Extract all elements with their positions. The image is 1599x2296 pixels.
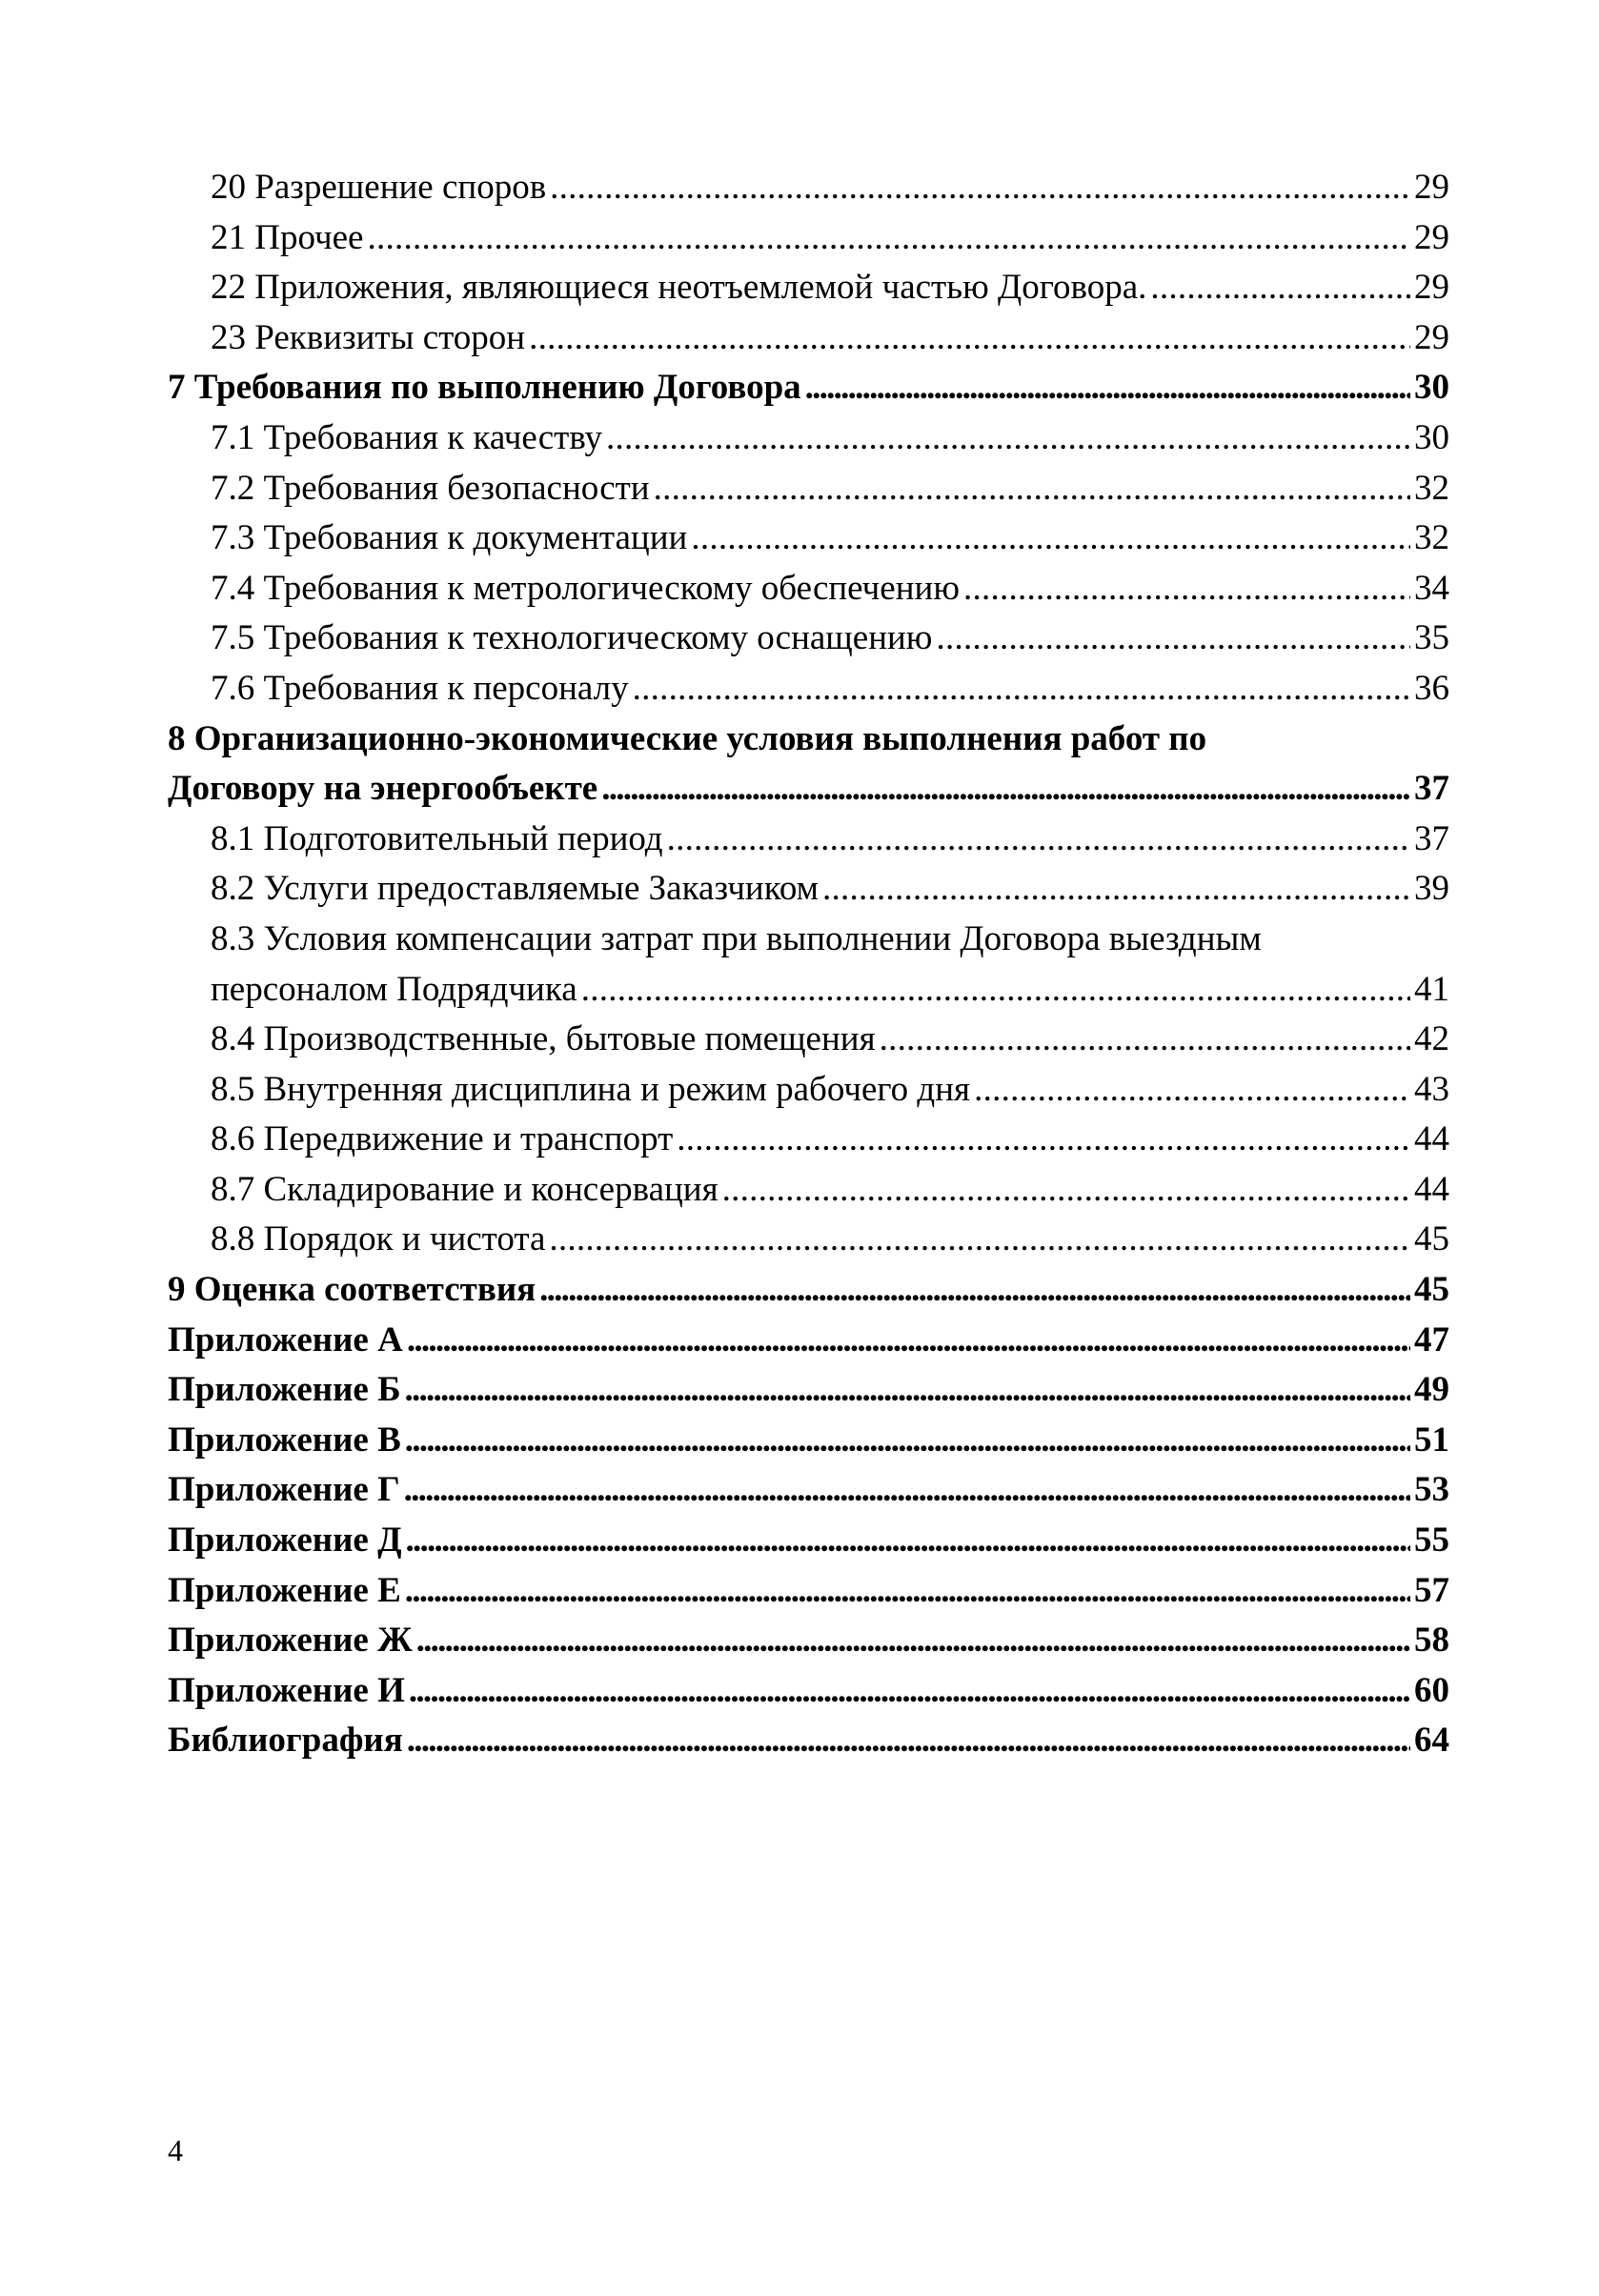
toc-entry-title: Приложение А (168, 1319, 403, 1359)
toc-entry[interactable] (168, 313, 1449, 364)
toc-entry-page: 57 (1414, 1570, 1449, 1610)
toc-entry-title: персоналом Подрядчика (211, 969, 577, 1009)
toc-entry-title: 7.1 Требования к качеству (211, 417, 603, 457)
dot-leader (409, 1666, 1410, 1717)
toc-entry-page: 64 (1414, 1721, 1449, 1761)
toc-entry[interactable] (168, 1065, 1449, 1116)
toc-entry-title: 8.1 Подготовительный период (211, 818, 663, 858)
toc-entry-title: 7.2 Требования безопасности (211, 468, 650, 508)
toc-appendix-entry[interactable] (168, 1566, 1449, 1617)
toc-entry[interactable] (168, 815, 1449, 865)
toc-entry-page: 44 (1414, 1169, 1449, 1209)
toc-appendix-entry[interactable] (168, 1365, 1449, 1416)
toc-entry-page: 49 (1414, 1370, 1449, 1410)
toc-entry-title: 7.3 Требования к документации (211, 518, 688, 558)
toc-entry[interactable] (168, 664, 1449, 715)
dot-leader (404, 1465, 1410, 1516)
toc-entry-page: 51 (1414, 1420, 1449, 1460)
toc-entry-page: 37 (1414, 769, 1449, 809)
toc-entry-page: 30 (1414, 417, 1449, 457)
toc-bibliography-entry[interactable] (168, 1716, 1449, 1766)
toc-entry-title: Приложение Ж (168, 1621, 413, 1661)
toc-entry-title: 7.4 Требования к метрологическому обеспечению (211, 568, 960, 608)
toc-entry-title: 7.6 Требования к персоналу (211, 668, 629, 708)
toc-entry-title: Приложение Г (168, 1470, 400, 1510)
table-of-contents (168, 163, 1449, 1766)
toc-entry-page: 45 (1414, 1270, 1449, 1310)
dot-leader (549, 1215, 1410, 1265)
toc-entry[interactable] (168, 614, 1449, 664)
dot-leader (822, 864, 1410, 915)
toc-entry-title: 8.4 Производственные, бытовые помещения (211, 1019, 876, 1059)
toc-entry-continuation[interactable] (168, 965, 1449, 1016)
toc-entry-page: 60 (1414, 1670, 1449, 1710)
dot-leader (529, 313, 1410, 364)
toc-entry[interactable] (168, 864, 1449, 915)
toc-entry-title: 22 Приложения, являющиеся неотъемлемой частью Договора. (211, 268, 1147, 308)
toc-section-entry-continuation[interactable] (168, 764, 1449, 815)
toc-appendix-entry[interactable] (168, 1316, 1449, 1366)
toc-entry-page: 36 (1414, 668, 1449, 708)
dot-leader (880, 1015, 1410, 1065)
toc-entry-page: 32 (1414, 518, 1449, 558)
dot-leader (405, 1365, 1410, 1416)
toc-entry-title: 8.2 Услуги предоставляемые Заказчиком (211, 869, 820, 909)
toc-entry-page: 32 (1414, 468, 1449, 508)
dot-leader (805, 363, 1410, 413)
toc-entry-title: 7 Требования по выполнению Договора (168, 368, 801, 408)
toc-entry-page: 41 (1414, 969, 1449, 1009)
toc-entry-page: 29 (1414, 168, 1449, 207)
toc-entry-title: 9 Оценка соответствия (168, 1270, 536, 1310)
toc-entry[interactable] (168, 564, 1449, 614)
dot-leader (606, 413, 1410, 464)
dot-leader (405, 1416, 1410, 1466)
dot-leader (601, 764, 1410, 815)
toc-entry[interactable] (168, 1165, 1449, 1216)
toc-entry-page: 55 (1414, 1521, 1449, 1561)
toc-entry-page: 58 (1414, 1621, 1449, 1661)
toc-entry-title: 7.5 Требования к технологическому оснащению (211, 618, 933, 658)
toc-entry[interactable] (168, 1115, 1449, 1165)
dot-leader (1150, 263, 1410, 313)
toc-entry-page: 30 (1414, 368, 1449, 408)
toc-appendix-entry[interactable] (168, 1666, 1449, 1717)
toc-section-entry[interactable] (168, 715, 1449, 765)
dot-leader (406, 1516, 1410, 1566)
toc-entry-title: 8.5 Внутренняя дисциплина и режим рабочего дня (211, 1069, 971, 1109)
toc-entry-page: 42 (1414, 1019, 1449, 1059)
toc-appendix-entry[interactable] (168, 1516, 1449, 1566)
toc-entry-title: Приложение Е (168, 1570, 401, 1610)
toc-entry[interactable] (168, 1015, 1449, 1065)
dot-leader (691, 514, 1410, 564)
toc-entry[interactable] (168, 163, 1449, 213)
toc-entry-page: 37 (1414, 818, 1449, 858)
dot-leader (667, 815, 1410, 865)
dot-leader (974, 1065, 1410, 1116)
toc-entry-page: 29 (1414, 268, 1449, 308)
dot-leader (367, 213, 1410, 264)
toc-entry-page: 35 (1414, 618, 1449, 658)
toc-entry-title: 20 Разрешение споров (211, 168, 547, 207)
dot-leader (416, 1616, 1410, 1666)
dot-leader (405, 1566, 1410, 1617)
toc-entry[interactable] (168, 464, 1449, 514)
toc-appendix-entry[interactable] (168, 1465, 1449, 1516)
toc-entry-page: 39 (1414, 869, 1449, 909)
toc-entry[interactable] (168, 1215, 1449, 1265)
toc-entry-title: Библиография (168, 1721, 403, 1761)
dot-leader (539, 1265, 1410, 1316)
toc-entry-title: 23 Реквизиты сторон (211, 317, 526, 357)
dot-leader (654, 464, 1410, 514)
toc-entry[interactable] (168, 915, 1449, 965)
dot-leader (963, 564, 1410, 614)
toc-entry-page: 29 (1414, 317, 1449, 357)
toc-entry-title: 8.8 Порядок и чистота (211, 1219, 546, 1259)
dot-leader (407, 1716, 1410, 1766)
toc-entry-title: 8.3 Условия компенсации затрат при выполнении Договора выездным (211, 918, 1262, 958)
toc-entry-page: 45 (1414, 1219, 1449, 1259)
toc-entry-title: Договору на энергообъекте (168, 769, 598, 809)
toc-section-entry[interactable] (168, 1265, 1449, 1316)
dot-leader (633, 664, 1410, 715)
toc-entry[interactable] (168, 514, 1449, 564)
toc-entry-title: Приложение Д (168, 1521, 402, 1561)
toc-entry-title: 21 Прочее (211, 217, 364, 257)
dot-leader (550, 163, 1410, 213)
toc-entry[interactable] (168, 213, 1449, 264)
toc-entry-page: 29 (1414, 217, 1449, 257)
toc-entry[interactable] (168, 413, 1449, 464)
dot-leader (722, 1165, 1410, 1216)
dot-leader (407, 1316, 1410, 1366)
toc-entry-page: 44 (1414, 1119, 1449, 1159)
dot-leader (677, 1115, 1410, 1165)
toc-entry-page: 43 (1414, 1069, 1449, 1109)
dot-leader (581, 965, 1410, 1016)
toc-entry-title: Приложение И (168, 1670, 405, 1710)
toc-section-entry[interactable] (168, 363, 1449, 413)
toc-entry-title: 8.7 Складирование и консервация (211, 1169, 719, 1209)
dot-leader (936, 614, 1410, 664)
toc-appendix-entry[interactable] (168, 1416, 1449, 1466)
toc-entry[interactable] (168, 263, 1449, 313)
toc-entry-title: 8 Организационно-экономические условия выполнения работ по (168, 718, 1207, 758)
toc-entry-page: 34 (1414, 568, 1449, 608)
toc-entry-page: 53 (1414, 1470, 1449, 1510)
toc-appendix-entry[interactable] (168, 1616, 1449, 1666)
toc-entry-title: Приложение В (168, 1420, 401, 1460)
toc-entry-title: 8.6 Передвижение и транспорт (211, 1119, 674, 1159)
toc-entry-page: 47 (1414, 1319, 1449, 1359)
page-number: 4 (168, 2133, 183, 2167)
toc-entry-title: Приложение Б (168, 1370, 401, 1410)
